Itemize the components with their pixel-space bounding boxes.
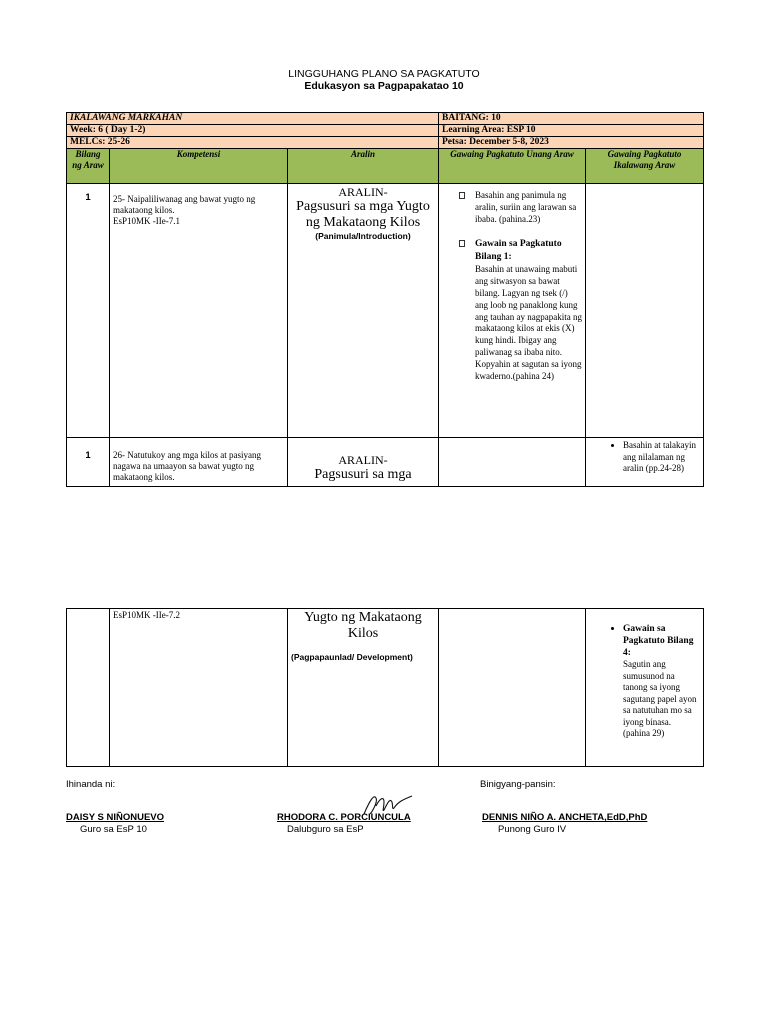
competency-text: 26- Natutukoy ang mga kilos at pasiyang nagawa na umaayon sa bawat yugto ng makataong kilos. <box>113 450 261 482</box>
checkbox-icon <box>459 238 475 382</box>
column-header-day: Bilang ng Araw <box>67 149 110 184</box>
noted-by-role: Punong Guro IV <box>498 824 567 835</box>
competency-code: EsP10MK -IIe-7.2 <box>113 610 180 620</box>
prepared-by-label: Ihinanda ni: <box>66 779 116 790</box>
column-header-second-day: Gawaing Pagkatuto Ikalawang Araw <box>586 149 704 184</box>
grade-label: BAITANG: 10 <box>439 113 704 125</box>
activity-text: Sagutin ang sumusunod na tanong sa iyong sagutang papel ayon sa natutuhan mo sa iyong binasa. (pahina 29) <box>623 659 697 738</box>
column-header-lesson: Aralin <box>288 149 439 184</box>
activity-text: Basahin ang panimula ng aralin, suriin ang larawan sa ibaba. (pahina.23) <box>475 190 577 224</box>
activity-text: Basahin at unawaing mabuti ang sitwasyon sa bawat bilang. Lagyan ng tsek (/) ang loob ng panaklong kung ang tauhan ay nagpapakita ng makataong kilos at ekis (X) kung hindi. Ibigay ang paliwanag sa ibaba nito. Kopyahin at sagutan sa iyong kwaderno.(pahina 24) <box>475 264 582 381</box>
day-number: 1 <box>67 438 110 487</box>
noted-by-name: DENNIS NIÑO A. ANCHETA,EdD,PhD <box>482 812 648 823</box>
date-label: Petsa: December 5-8, 2023 <box>439 137 704 149</box>
noted-by-label: Binigyang-pansin: <box>480 779 556 790</box>
lesson-plan-table-continued <box>66 608 704 767</box>
competency-code: EsP10MK -IIe-7.1 <box>113 216 180 226</box>
melcs-label: MELCs: 25-26 <box>67 137 439 149</box>
lesson-label: ARALIN- <box>338 185 388 199</box>
competency-text: 25- Naipaliliwanag ang bawat yugto ng makataong kilos. <box>113 194 256 215</box>
lesson-plan-table <box>66 112 704 487</box>
quarter-label: IKALAWANG MARKAHAN <box>67 113 439 125</box>
column-header-first-day: Gawaing Pagkatuto Unang Araw <box>439 149 586 184</box>
noted-by-block <box>482 812 647 836</box>
activity-item <box>459 238 582 382</box>
checkbox-icon <box>459 190 475 225</box>
week-label: Week: 6 ( Day 1-2) <box>67 125 439 137</box>
table-row <box>67 609 704 767</box>
prepared-by-block <box>66 812 164 836</box>
lesson-label: ARALIN- <box>338 453 388 467</box>
activity-title: Gawain sa Pagkatuto Bilang 1: <box>475 239 562 263</box>
lesson-title: Yugto ng Makataong Kilos <box>304 610 422 641</box>
table-row <box>67 438 704 487</box>
checked-by-role: Dalubguro sa EsP <box>287 824 364 835</box>
activity-title: • Gawain sa Pagkatuto Bilang 4: <box>623 624 694 658</box>
prepared-by-role: Guro sa EsP 10 <box>80 824 147 835</box>
checked-by-block <box>277 812 411 836</box>
second-day-item <box>623 623 700 740</box>
lesson-phase: (Pagpapaunlad/ Development) <box>291 652 413 662</box>
prepared-by-name: DAISY S NIÑONUEVO <box>66 812 165 823</box>
lesson-title: Pagsusuri sa mga Yugto ng Makataong Kilos <box>296 199 430 230</box>
lesson-phase: (Panimula/Introduction) <box>315 231 411 241</box>
second-day-item: • Basahin at talakayin ang nilalaman ng aralin (pp.24-28) <box>623 440 700 475</box>
day-number: 1 <box>67 184 110 438</box>
document-title: LINGGUHANG PLANO SA PAGKATUTO <box>288 68 480 80</box>
lesson-title: Pagsusuri sa mga <box>314 467 412 482</box>
document-subtitle: Edukasyon sa Pagpapakatao 10 <box>304 80 464 92</box>
checked-by-name: RHODORA C. PORCIUNCULA <box>277 812 411 823</box>
column-header-competency: Kompetensi <box>110 149 288 184</box>
learning-area-label: Learning Area: ESP 10 <box>439 125 704 137</box>
table-row <box>67 184 704 438</box>
activity-item <box>459 190 582 225</box>
